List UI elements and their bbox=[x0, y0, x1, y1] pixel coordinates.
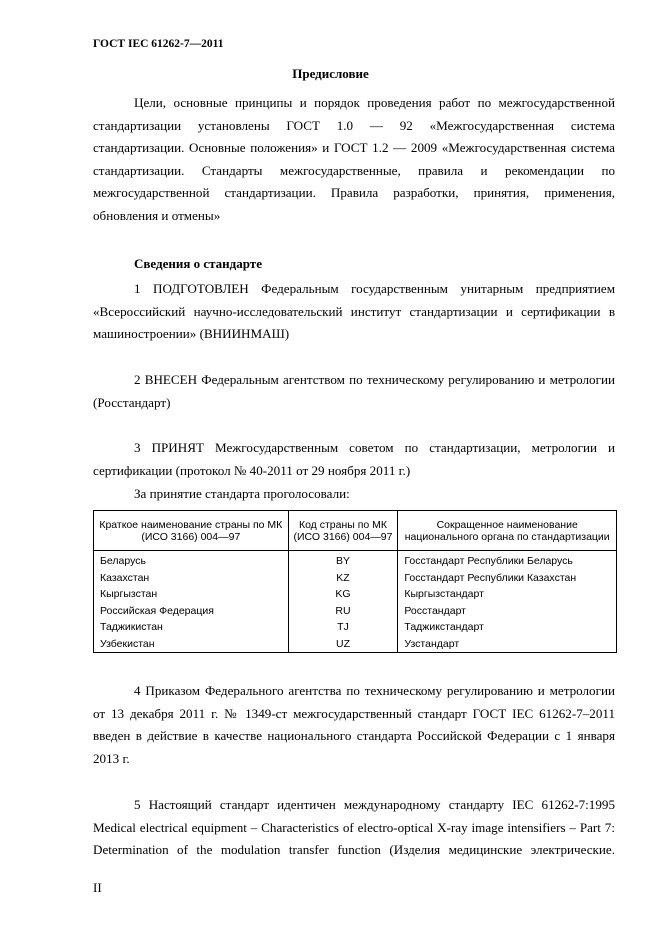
page-title: Предисловие bbox=[292, 66, 369, 81]
cell-country: Таджикистан bbox=[94, 619, 289, 636]
cell-country: Казахстан bbox=[94, 570, 289, 587]
item-3-paragraph: 3 ПРИНЯТ Межгосударственным советом по стандартизации, метрологии и сертификации (протокол № 40-2011 от 29 ноября 2011 г.) bbox=[93, 440, 615, 478]
header-body: Сокращенное наименование национального органа по стандартизации bbox=[398, 511, 617, 551]
table-row bbox=[94, 636, 617, 653]
page-number: II bbox=[93, 880, 102, 895]
item-2-paragraph: 2 ВНЕСЕН Федеральным агентством по техническому регулированию и метрологии (Росстандарт) bbox=[93, 372, 615, 410]
table-row bbox=[94, 603, 617, 620]
table-row bbox=[94, 570, 617, 587]
cell-country: Узбекистан bbox=[94, 636, 289, 653]
table-row bbox=[94, 551, 617, 570]
cell-code: TJ bbox=[288, 619, 398, 636]
cell-body: Госстандарт Республики Казахстан bbox=[398, 570, 617, 587]
item-5-paragraph: 5 Настоящий стандарт идентичен международному стандарту IEC 61262-7:1995 Medical electrical equipment – Characteristics of electro-optical X-ray image intensifiers – Part 7: Determination of the modulation transfer function (Изделия медицинские электрические. bbox=[93, 797, 615, 857]
table-row bbox=[94, 619, 617, 636]
cell-code: UZ bbox=[288, 636, 398, 653]
cell-country: Кыргызстан bbox=[94, 586, 289, 603]
cell-code: RU bbox=[288, 603, 398, 620]
intro-paragraph: Цели, основные принципы и порядок проведения работ по межгосударственной стандартизации установлены ГОСТ 1.0 — 92 «Межгосударственная система стандартизации. Основные положения» и ГОСТ 1.2 — 2009 «Межгосударственная система стандартизации. Стандарты межгосударственные, правила и рекомендации по межгосударственной стандартизации. Правила разработки, принятия, применения, обновления и отмены» bbox=[93, 95, 615, 223]
cell-body: Кыргызстандарт bbox=[398, 586, 617, 603]
table-row bbox=[94, 586, 617, 603]
item-1-paragraph: 1 ПОДГОТОВЛЕН Федеральным государственным унитарным предприятием «Всероссийский научно-исследовательский институт стандартизации и сертификации в машиностроении» (ВНИИНМАШ) bbox=[93, 281, 615, 341]
header-code: Код страны по МК (ИСО 3166) 004—97 bbox=[288, 511, 398, 551]
voted-caption: За принятие стандарта проголосовали: bbox=[134, 486, 350, 501]
cell-code: KZ bbox=[288, 570, 398, 587]
header-country: Краткое наименование страны по МК (ИСО 3166) 004—97 bbox=[94, 511, 289, 551]
cell-code: KG bbox=[288, 586, 398, 603]
table-header-row bbox=[94, 511, 617, 551]
cell-country: Российская Федерация bbox=[94, 603, 289, 620]
cell-code: BY bbox=[288, 551, 398, 570]
cell-body: Росстандарт bbox=[398, 603, 617, 620]
voting-table bbox=[93, 510, 617, 653]
cell-body: Таджикстандарт bbox=[398, 619, 617, 636]
cell-country: Беларусь bbox=[94, 551, 289, 570]
info-heading: Сведения о стандарте bbox=[134, 256, 262, 271]
item-4-paragraph: 4 Приказом Федерального агентства по техническому регулированию и метрологии от 13 декабря 2011 г. № 1349-ст межгосударственный стандарт ГОСТ IEC 61262-7–2011 введен в действие в качестве национального стандарта Российской Федерации с 1 января 2013 г. bbox=[93, 683, 615, 766]
cell-body: Узстандарт bbox=[398, 636, 617, 653]
cell-body: Госстандарт Республики Беларусь bbox=[398, 551, 617, 570]
document-header: ГОСТ IEC 61262-7—2011 bbox=[93, 38, 224, 50]
